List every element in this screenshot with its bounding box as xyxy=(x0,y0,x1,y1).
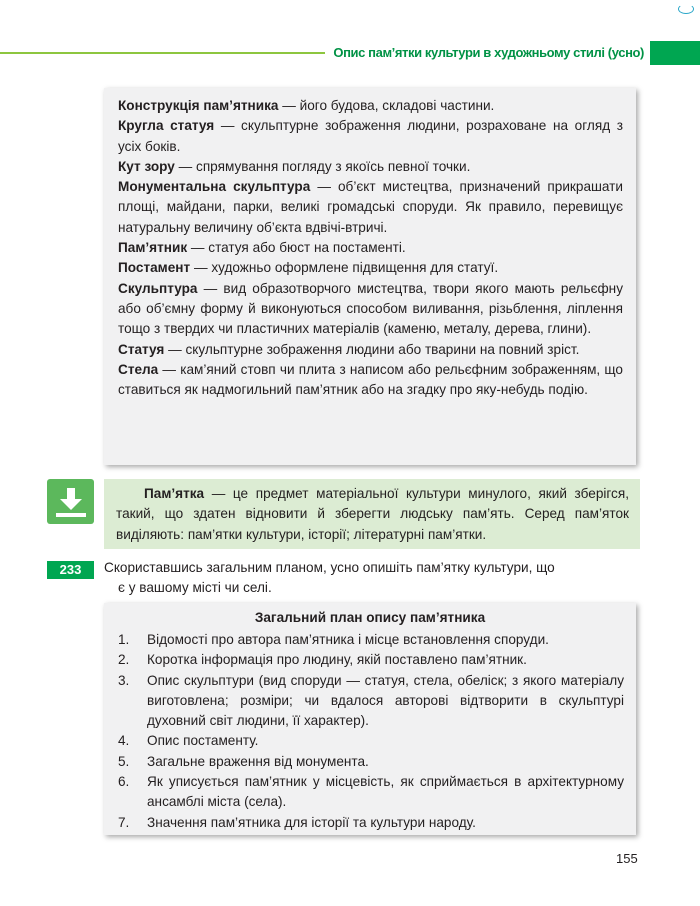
glossary-entry xyxy=(118,177,623,238)
glossary-entry xyxy=(118,116,623,157)
plan-item-text: Загальне враження від монумента. xyxy=(147,753,369,769)
plan-item-number: 7. xyxy=(118,814,130,830)
glossary-definition: — об’єкт мистецтва, призначений прикрашати площі, майдани, парки, великі громадські споруди. Як правило, перевищує натуральну величину об’єкта вдвічі-втричі. xyxy=(118,179,623,235)
memo-text xyxy=(116,484,629,545)
glossary-definition: — скульптурне зображення людини, розраховане на огляд з усіх боків. xyxy=(118,118,623,154)
glossary-entry xyxy=(118,157,623,177)
plan-item-text: Опис постаменту. xyxy=(147,733,259,749)
task-text xyxy=(104,558,636,599)
glossary-term: Скульптура xyxy=(118,280,198,296)
header-color-block xyxy=(650,41,700,65)
plan-item-text: Опис скульптури (вид споруди — статуя, стела, обеліск; з якого матеріалу виготовлена; розміри; чи вдалося авторові відтворити в скульптурі духовний світ людини, її характер). xyxy=(147,672,624,729)
plan-item xyxy=(112,630,624,650)
plan-item-number: 6. xyxy=(118,774,130,790)
plan-item-number: 2. xyxy=(118,652,130,668)
plan-item-text: Відомості про автора пам’ятника і місце встановлення споруди. xyxy=(147,632,549,647)
plan-item xyxy=(112,731,624,751)
plan-item-text: Коротка інформація про людину, якій поставлено пам’ятник. xyxy=(147,652,527,668)
plan-item-number: 3. xyxy=(118,672,130,688)
plan-item xyxy=(112,813,624,833)
download-icon xyxy=(47,479,94,524)
plan-title: Загальний план опису пам’ятника xyxy=(254,610,486,625)
plan-item-number: 1. xyxy=(118,632,130,647)
glossary-definition: — кам’яний стовп чи плита з написом або рельєфним зображенням, що ставиться як надмогильний пам’ятник або на згадку про яку-небудь подію. xyxy=(118,361,623,398)
task-number-badge: 233 xyxy=(47,561,94,579)
glossary-term: Конструкція пам’ятника xyxy=(118,98,279,113)
memo-definition: — це предмет матеріальної культури минулого, який зберігся, такий, що здатен відновити й зберегти людську пам’ять. Серед пам’яток виділяють: пам’ятки культури, історії; літературні пам’ятки. xyxy=(116,486,629,542)
tray-line xyxy=(56,513,86,517)
glossary-definition: — статуя або бюст на постаменті. xyxy=(187,240,406,256)
glossary-entry xyxy=(118,238,623,258)
glossary-term: Кут зору xyxy=(118,158,175,174)
plan-item-text: Як уписується пам’ятник у місцевість, як сприймається в архітектурному ансамблі міста (села). xyxy=(147,774,624,810)
task-line-2: є у вашому місті чи селі. xyxy=(118,580,272,596)
glossary-definition: — художньо оформлене підвищення для статуї. xyxy=(190,260,499,276)
section-header xyxy=(0,41,700,65)
glossary-entry xyxy=(118,340,623,360)
glossary-term: Монументальна скульптура xyxy=(118,179,311,195)
task-line-1: Скориставшись загальним планом, усно опишіть пам’ятку культури, що xyxy=(104,560,555,575)
plan-item xyxy=(112,671,624,732)
glossary-entry xyxy=(118,96,623,116)
glossary-entry xyxy=(118,360,623,401)
plan-list xyxy=(112,630,624,833)
glossary-term: Пам’ятник xyxy=(118,240,188,256)
glossary-list xyxy=(118,96,623,400)
plan-item-text: Значення пам’ятника для історії та культури народу. xyxy=(147,814,476,830)
glossary-definition: — спрямування погляду з якоїсь певної точки. xyxy=(174,158,471,174)
memo-term: Пам’ятка xyxy=(144,486,205,501)
glossary-term: Кругла статуя xyxy=(118,118,215,134)
glossary-definition: — вид образотворчого мистецтва, твори якого мають рельєфну або об’ємну форму й виконуються способом виливання, різьблення, ліплення тощо з твердих чи пластичних матеріалів (каменю, металу, дерева, глини). xyxy=(118,280,623,337)
plan-item-number: 5. xyxy=(118,753,130,769)
glossary-entry xyxy=(118,258,623,278)
arrow-head xyxy=(60,499,82,510)
section-title: Опис пам’ятки культури в художньому стилі (усно) xyxy=(325,41,650,65)
glossary-definition: — скульптурне зображення людини або тварини на повний зріст. xyxy=(164,341,580,357)
glossary-entry xyxy=(118,279,623,340)
glossary-term: Статуя xyxy=(118,341,165,357)
corner-decoration-icon xyxy=(678,4,694,14)
page-number: 155 xyxy=(616,851,638,866)
glossary-term: Стела xyxy=(118,361,159,377)
glossary-definition: — його будова, складові частини. xyxy=(278,98,495,113)
plan-item xyxy=(112,650,624,670)
glossary-term: Постамент xyxy=(118,260,191,276)
plan-item xyxy=(112,772,624,813)
plan-item-number: 4. xyxy=(118,733,130,749)
plan-item xyxy=(112,752,624,772)
